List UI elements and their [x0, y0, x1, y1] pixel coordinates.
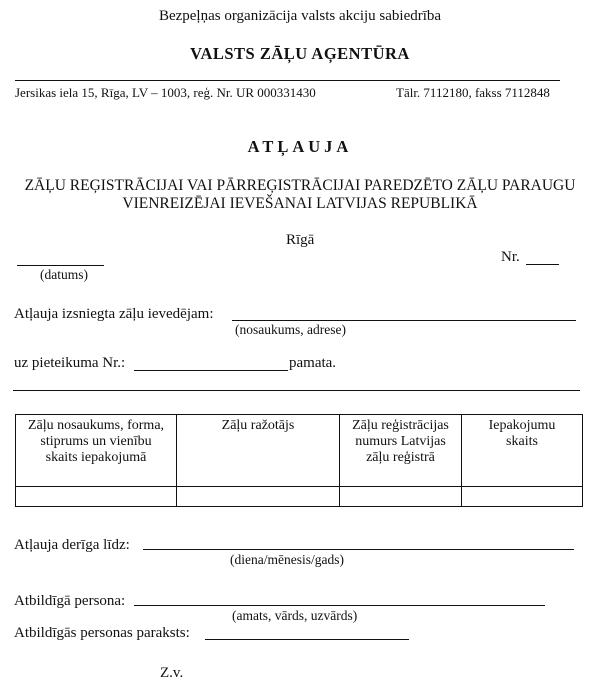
- issued-field[interactable]: [232, 320, 576, 321]
- valid-until-caption: (diena/mēnesis/gads): [230, 552, 344, 567]
- application-suffix: pamata.: [289, 355, 337, 371]
- column-header-medicine: Zāļu nosaukums, forma, stiprums un vienību skaits iepakojumā: [16, 415, 177, 487]
- column-header-registration: Zāļu reģistrācijas numurs Latvijas zāļu reģistrā: [340, 415, 462, 487]
- table-cell[interactable]: [16, 487, 177, 507]
- table-cell[interactable]: [462, 487, 583, 507]
- table-cell[interactable]: [340, 487, 462, 507]
- date-field[interactable]: [17, 265, 104, 266]
- organization-contacts: Tālr. 7112180, fakss 7112848: [396, 85, 550, 100]
- table-cell[interactable]: [177, 487, 340, 507]
- valid-until-label: Atļauja derīga līdz:: [14, 537, 130, 553]
- seal-mark: Z.v.: [160, 665, 184, 681]
- column-header-packages: Iepakojumu skaits: [462, 415, 583, 487]
- responsible-person-label: Atbildīgā persona:: [14, 593, 126, 609]
- medicine-table: [15, 414, 583, 507]
- document-subtitle-line1: ZĀĻU REĢISTRĀCIJAI VAI PĀRREĢISTRĀCIJAI PAREDZĒTO ZĀĻU PARAUGU: [24, 177, 576, 194]
- signature-field[interactable]: [205, 639, 409, 640]
- extra-line[interactable]: [13, 390, 580, 391]
- organization-address: Jersikas iela 15, Rīga, LV – 1003, reģ. Nr. UR 000331430: [15, 85, 316, 100]
- column-header-manufacturer: Zāļu ražotājs: [177, 415, 340, 487]
- application-prefix: uz pieteikuma Nr.:: [14, 355, 126, 371]
- issued-label: Atļauja izsniegta zāļu ievedējam:: [14, 306, 214, 322]
- valid-until-field[interactable]: [143, 549, 574, 550]
- responsible-person-field[interactable]: [134, 605, 545, 606]
- table-row: [16, 487, 583, 507]
- document-place: Rīgā: [286, 232, 315, 248]
- application-number-field[interactable]: [134, 370, 288, 371]
- issued-caption: (nosaukums, adrese): [235, 322, 346, 337]
- document-title: ATĻAUJA: [247, 137, 353, 156]
- document-subtitle-line2: VIENREIZĒJAI IEVEŠANAI LATVIJAS REPUBLIKĀ: [122, 195, 478, 212]
- signature-label: Atbildīgās personas paraksts:: [14, 625, 190, 641]
- date-caption: (datums): [40, 267, 88, 282]
- responsible-person-caption: (amats, vārds, uzvārds): [232, 608, 358, 623]
- number-field[interactable]: [526, 264, 559, 265]
- organization-type: Bezpeļņas organizācija valsts akciju sabiedrība: [158, 8, 442, 24]
- header-divider: [15, 80, 560, 81]
- table-header-row: [16, 415, 583, 487]
- number-label: Nr.: [501, 249, 520, 265]
- organization-name: VALSTS ZĀĻU AĢENTŪRA: [190, 44, 410, 63]
